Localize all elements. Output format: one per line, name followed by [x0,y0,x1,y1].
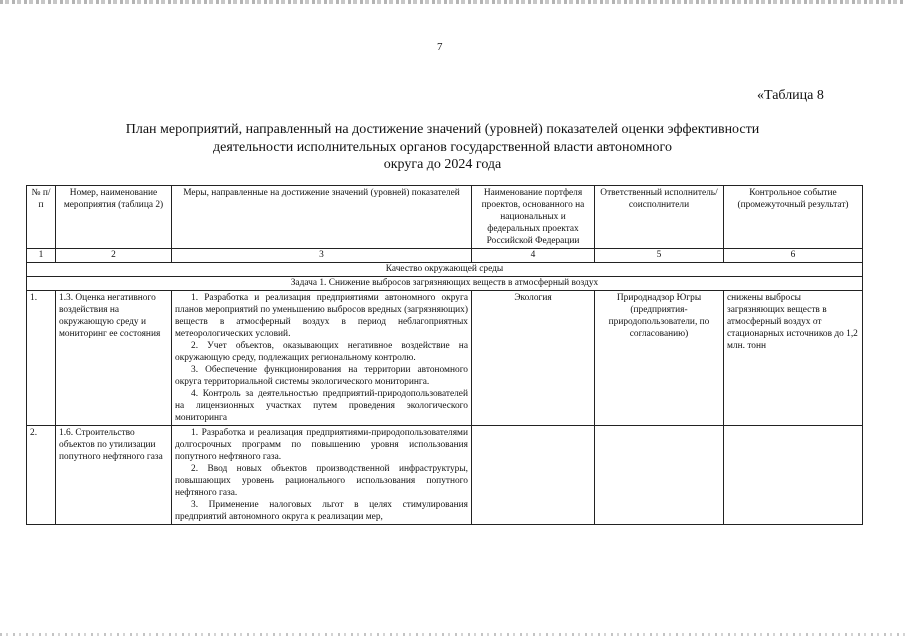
measure-item: 4. Контроль за деятельностью предприятий-природопользователей на лицензионных участках путем проведения экологического мониторинга [175,389,468,423]
measure-item: 3. Применение налоговых льгот в целях стимулирования предприятий автономного округа к реализации мер, [175,500,468,522]
section-title: Качество окружающей среды [27,263,863,277]
row-number: 1. [27,291,56,426]
header-result: Контрольное событие (промежуточный результат) [724,186,863,249]
header-num: № п/п [27,186,56,249]
task-row [27,277,863,291]
row-portfolio: Экология [472,291,595,426]
row-responsible [595,426,724,525]
column-number: 2 [56,249,172,263]
document-title [60,121,825,174]
measure-item: 2. Учет объектов, оказывающих негативное воздействие на окружающую среду, подлежащих региональному контролю. [175,341,468,363]
table-reference: «Таблица 8 [757,88,824,103]
measure-item: 2. Ввод новых объектов производственной инфраструктуры, повышающих уровень рационального использования попутного нефтяного газа. [175,464,468,498]
table-row [27,426,863,525]
column-number: 5 [595,249,724,263]
row-responsible: Природнадзор Югры (предприятия-природопользователи, по согласованию) [595,291,724,426]
page-number: 7 [437,41,443,53]
header-event: Номер, наименование мероприятия (таблица 2) [56,186,172,249]
header-responsible: Ответственный исполнитель/соисполнители [595,186,724,249]
measure-item: 1. Разработка и реализация предприятиями-природопользователями долгосрочных программ по повышению уровня использования попутного нефтяного газа. [175,428,468,462]
measures-table [26,185,863,525]
table-header-row [27,186,863,249]
column-number: 3 [172,249,472,263]
table-row [27,291,863,426]
header-portfolio: Наименование портфеля проектов, основанного на национальных и федеральных проектах Российской Федерации [472,186,595,249]
title-line-3: округа до 2024 года [383,157,502,172]
column-number-row [27,249,863,263]
scan-bottom-edge [0,633,905,636]
header-measures: Меры, направленные на достижение значений (уровней) показателей [172,186,472,249]
row-result: снижены выбросы загрязняющих веществ в атмосферный воздух от стационарных источников до 1,2 млн. тонн [724,291,863,426]
column-number: 1 [27,249,56,263]
row-event: 1.3. Оценка негативного воздействия на окружающую среду и мониторинг ее состояния [56,291,172,426]
scan-top-edge [0,0,905,4]
task-title: Задача 1. Снижение выбросов загрязняющих веществ в атмосферный воздух [27,277,863,291]
title-line-1: План мероприятий, направленный на достижение значений (уровней) показателей оценки эффективности [125,122,760,137]
column-number: 6 [724,249,863,263]
row-measures [172,426,472,525]
section-row [27,263,863,277]
row-event: 1.6. Строительство объектов по утилизации попутного нефтяного газа [56,426,172,525]
row-result [724,426,863,525]
measure-item: 3. Обеспечение функционирования на территории автономного округа территориальной системы экологического мониторинга. [175,365,468,387]
title-line-2: деятельности исполнительных органов государственной власти автономного [213,139,672,155]
column-number: 4 [472,249,595,263]
row-portfolio [472,426,595,525]
row-number: 2. [27,426,56,525]
measure-item: 1. Разработка и реализация предприятиями автономного округа планов мероприятий по уменьшению выбросов вредных (загрязняющих) веществ в атмосферный воздух в период неблагоприятных метеорологических условий. [175,293,468,339]
row-measures [172,291,472,426]
